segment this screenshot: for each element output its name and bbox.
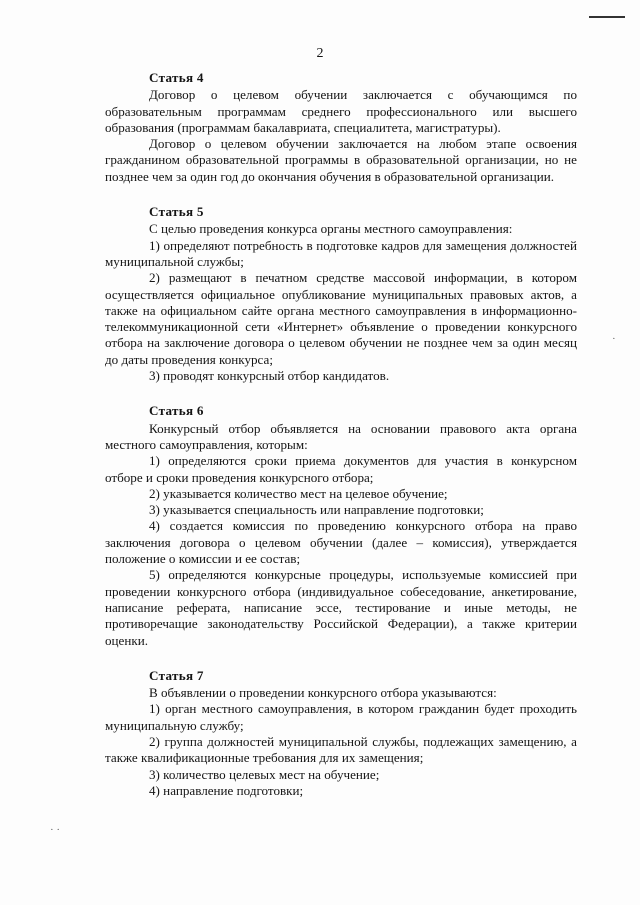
paragraph: Договор о целевом обучении заключается с обучающимся по образовательным программам среднего профессионального или высшего образования (программам бакалавриата, специалитета, магистратуры). [105, 87, 577, 135]
paragraph: С целью проведения конкурса органы местного самоуправления: [149, 221, 513, 237]
paragraph: 1) определяют потребность в подготовке кадров для замещения должностей муниципальной службы; [105, 237, 577, 269]
paragraph: 3) указывается специальность или направление подготовки; [149, 502, 484, 518]
article-7 [105, 668, 577, 799]
paragraph: В объявлении о проведении конкурсного отбора указываются: [149, 685, 497, 701]
paragraph: 2) размещают в печатном средстве массовой информации, в котором осуществляется официальное опубликование муниципальных правовых актов, а также на официальном сайте органа местного самоуправления в информационно-телекоммуникационной сети «Интернет» объявление о проведении конкурсного отбора на заключение договора о целевом обучении не позднее чем за один месяц до даты проведения конкурса; [105, 270, 577, 367]
paragraph: 2) группа должностей муниципальной службы, подлежащих замещению, а также квалификационные требования для их замещения; [105, 733, 577, 766]
paragraph: 2) указывается количество мест на целевое обучение; [149, 485, 448, 501]
paragraph: Договор о целевом обучении заключается на любом этапе освоения гражданином образовательной программы в образовательной организации, но не позднее чем за один год до окончания обучения в образовательной организации. [105, 136, 577, 184]
article-heading: Статья 4 [149, 70, 204, 85]
paragraph: Конкурсный отбор объявляется на основании правового акта органа местного самоуправления, которым: [105, 420, 577, 452]
page-number: 2 [316, 46, 324, 61]
article-heading: Статья 6 [149, 403, 204, 419]
document-body [105, 70, 577, 799]
paragraph: 1) определяются сроки приема документов для участия в конкурсном отборе и сроки проведения конкурсного отбора; [105, 453, 577, 485]
paragraph: 4) создается комиссия по проведению конкурсного отбора на право заключения договора о целевом обучении (далее – комиссия), утверждается положение о комиссии и ее состав; [105, 518, 577, 567]
article-5 [105, 204, 577, 384]
article-4 [105, 70, 577, 185]
paragraph: 5) определяются конкурсные процедуры, используемые комиссией при проведении конкурсного отбора (индивидуальное собеседование, анкетирование, написание реферата, написание эссе, тестирование и иные методы, не противоречащие законодательству Российской Федерации), а также критерии оценки. [105, 567, 577, 648]
article-heading: Статья 7 [149, 667, 204, 683]
scan-speck: · [612, 333, 616, 345]
paragraph: 3) проводят конкурсный отбор кандидатов. [149, 368, 390, 384]
top-rule [589, 16, 625, 18]
scan-speck: · · [50, 824, 61, 836]
paragraph: 3) количество целевых мест на обучение; [149, 766, 380, 782]
paragraph: 1) орган местного самоуправления, в котором гражданин будет проходить муниципальную службу; [105, 701, 577, 733]
paragraph: 4) направление подготовки; [149, 782, 304, 798]
article-heading: Статья 5 [149, 204, 204, 220]
article-6 [105, 403, 577, 648]
